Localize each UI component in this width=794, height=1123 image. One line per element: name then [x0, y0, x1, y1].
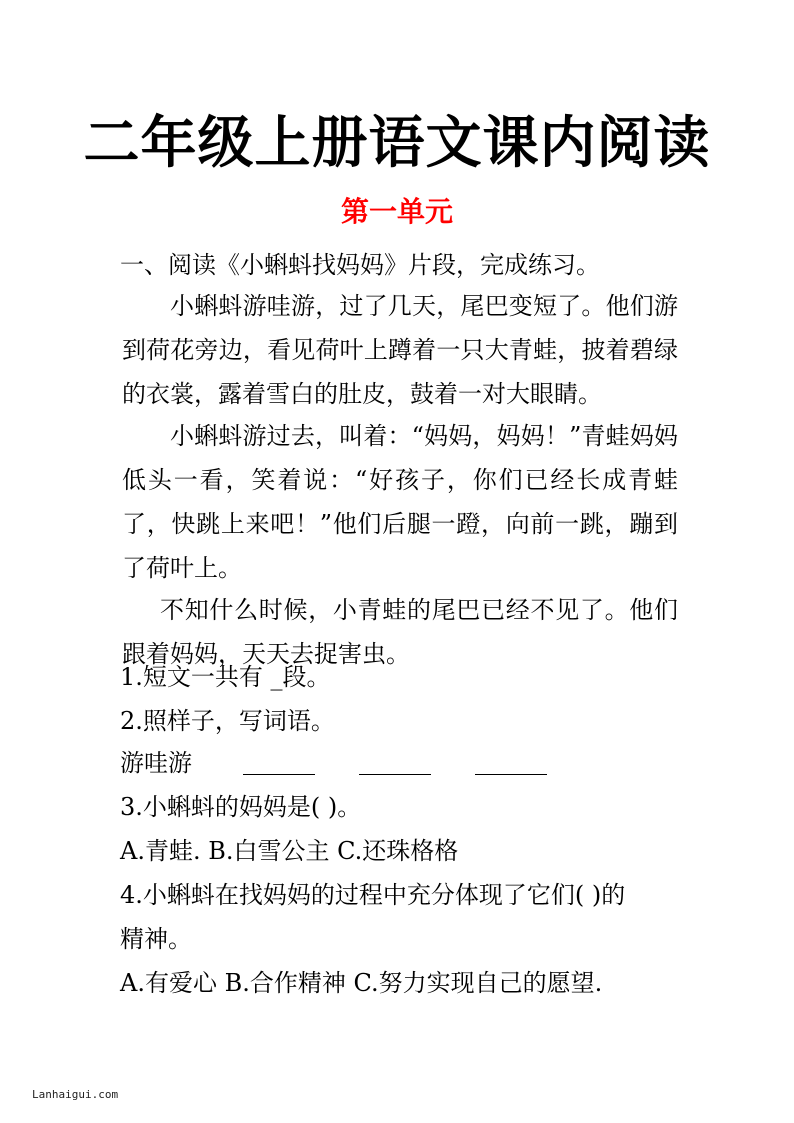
- question-2-example: 游哇游: [120, 749, 192, 777]
- question-4-options: A.有爱心 B.合作精神 C.努力实现自己的愿望.: [120, 969, 603, 997]
- answer-blank-2[interactable]: [359, 752, 431, 775]
- site-footer: Lanhaigui.com: [32, 1088, 119, 1101]
- unit-heading: 第一单元: [340, 195, 453, 228]
- question-1: 1.短文一共有 _段。: [120, 663, 331, 691]
- answer-blank-3[interactable]: [475, 752, 547, 775]
- passage-paragraph-2: 小蝌蚪游过去，叫着：“妈妈，妈妈！”青蛙妈妈低头一看，笑着说：“好孩子，你们已经长成青蛙了，快跳上来吧！”他们后腿一蹬，向前一跳，蹦到了荷叶上。: [122, 422, 678, 582]
- question-4-line-1: 4.小蝌蚪在找妈妈的过程中充分体现了它们( )的: [120, 881, 626, 909]
- passage-paragraph-3: 不知什么时候，小青蛙的尾巴已经不见了。他们跟着妈妈，天天去捉害虫。: [122, 596, 678, 668]
- question-3: 3.小蝌蚪的妈妈是( )。: [120, 793, 362, 821]
- question-2-answer-row: [120, 748, 583, 778]
- answer-blank-1[interactable]: [243, 752, 315, 775]
- page-title: 二年级上册语文课内阅读: [83, 111, 711, 176]
- question-2: 2.照样子，写词语。: [120, 707, 335, 735]
- passage-paragraph-1: 小蝌蚪游哇游，过了几天，尾巴变短了。他们游到荷花旁边，看见荷叶上蹲着一只大青蛙，披着碧绿的衣裳，露着雪白的肚皮，鼓着一对大眼睛。: [122, 292, 678, 408]
- question-4-line-2: 精神。: [120, 925, 192, 953]
- question-header: 一、阅读《小蝌蚪找妈妈》片段，完成练习。: [120, 251, 600, 279]
- question-3-options: A.青蛙. B.白雪公主 C.还珠格格: [120, 837, 459, 865]
